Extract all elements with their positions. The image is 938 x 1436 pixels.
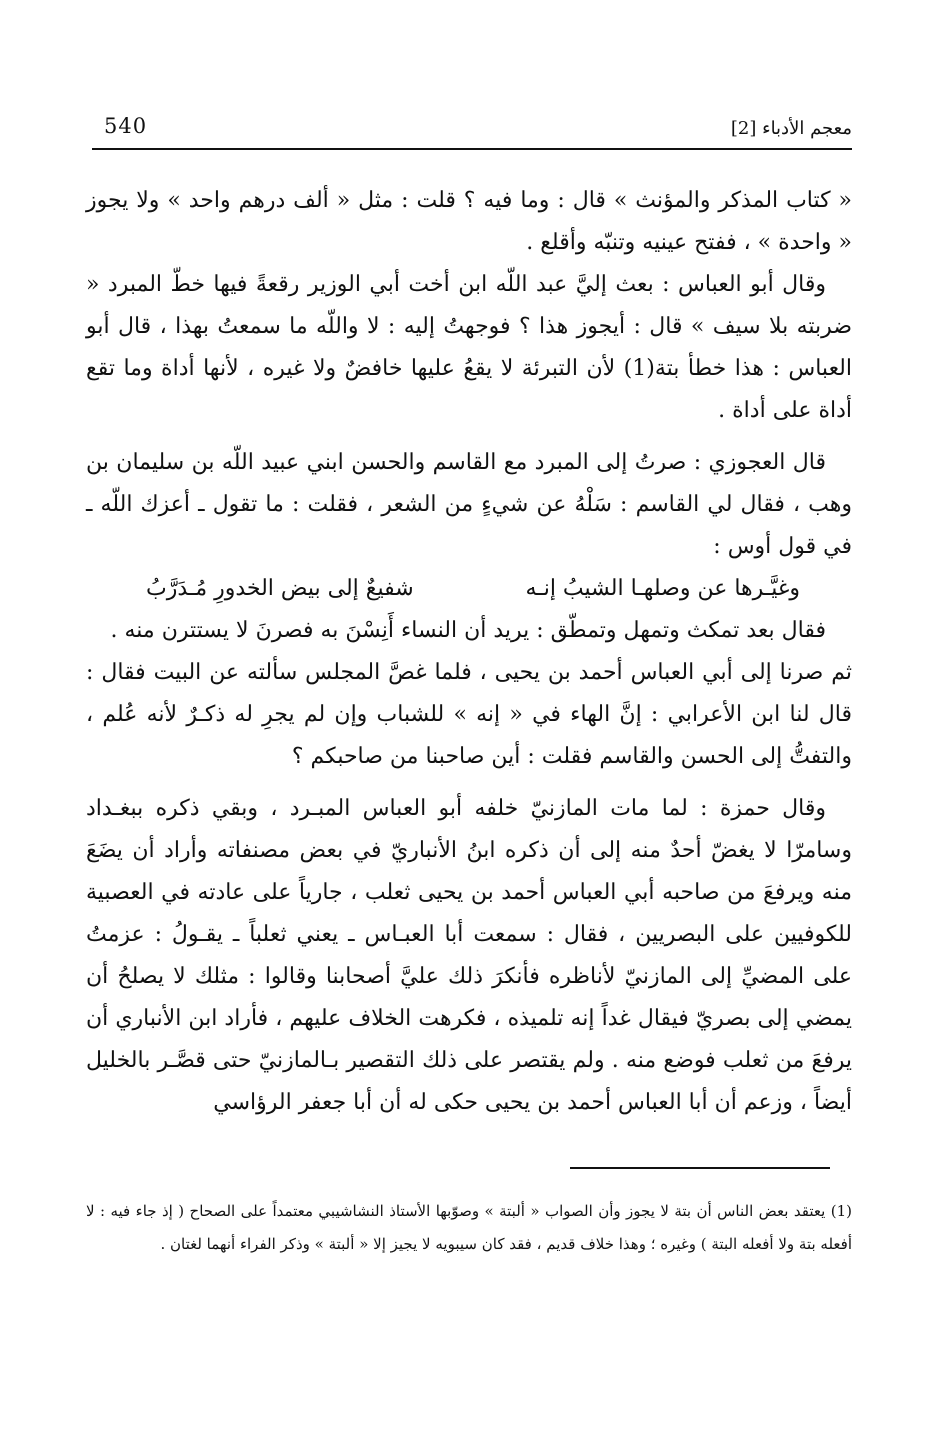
- page-number: 540: [104, 114, 148, 138]
- verse-hemistich-second: شفيعٌ إلى بيض الخدورِ مُـدَرَّبُ: [146, 576, 414, 601]
- paragraph: وقال أبو العباس : بعث إليَّ عبد اللّه ابن أخت أبي الوزير رقعةً فيها خطّ المبرد « ضربته بلا سيف » قال : أيجوز هذا ؟ فوجهتُ إليه : لا واللّه ما سمعتُ بهذا ، قال أبو العباس : هذا خطأ بتة(1) لأن التبرئة لا يقعُ عليها خافضٌ ولا غيره ، لأنها أداة وما تقع أداة على أداة .: [86, 272, 852, 423]
- paragraph: وقال حمزة : لما مات المازنيّ خلفه أبو العباس المبـرد ، وبقي ذكره ببغـداد وسامرّا لا يغضّ أحدٌ منه إلى أن ذكره ابنُ الأنباريّ في بعض مصنفاته وأراد أن يضَعَ منه ويرفعَ من صاحبه أبي العباس أحمد بن يحيى ثعلب ، جارياً على عادته في العصبية للكوفيين على البصريين ، فقال : سمعت أبا العبـاس ـ يعني ثعلباً ـ يقـولُ : عزمتُ على المضيِّ إلى المازنيّ لأناظره فأنكرَ ذلك عليَّ أصحابنا وقالوا : مثلك لا يصلحُ أن يمضي إلى بصريّ فيقال غداً إنه تلميذه ، فكرهت الخلاف عليهم ، فأراد ابن الأنباري أن يرفعَ من ثعلب فوضع منه . ولم يقتصر على ذلك التقصير بـالمازنيّ حتى قصَّـر بالخليل أيضاً ، وزعم أن أبا العباس أحمد بن يحيى حكى له أن أبا جعفر الرؤاسي: [86, 796, 852, 1115]
- paragraph: فقال بعد تمكث وتمهل وتمطّق : يريد أن النساء أَنِسْنَ به فصرنَ لا يستترن منه .: [110, 618, 826, 643]
- page-header: [92, 108, 852, 148]
- header-rule: [92, 148, 852, 150]
- footnote-separator: [570, 1167, 830, 1169]
- paragraph: قال العجوزي : صرتُ إلى المبرد مع القاسم والحسن ابني عبيد اللّه بن سليمان بن وهب ، فقال لي القاسم : سَلْهُ عن شيءٍ من الشعر ، فقلت : ما تقول ـ أعزك اللّه ـ في قول أوس :: [86, 450, 852, 559]
- paragraph: « كتاب المذكر والمؤنث » قال : وما فيه ؟ قلت : مثل « ألف درهم واحد » ولا يجوز « واحدة » ، ففتح عينيه وتنبّه وأقلع .: [86, 188, 852, 255]
- footnotes: [86, 1195, 852, 1261]
- verse-hemistich-first: وغيَّـرها عن وصلهـا الشيبُ إنـه: [525, 576, 800, 601]
- main-text: [86, 180, 852, 1124]
- poem-verse: [86, 568, 852, 610]
- footnote: (1) يعتقد بعض الناس أن بتة لا يجوز وأن الصواب « ألبتة » وصوّبها الأستاذ النشاشيبي معتمداً على الصحاح ( إذ جاء فيه : لا أفعله بتة ولا أفعله البتة ) وغيره ؛ وهذا خلاف قديم ، فقد كان سيبويه لا يجيز إلا « ألبتة » وذكر الفراء أنهما لغتان .: [86, 1202, 852, 1253]
- paragraph: ثم صرنا إلى أبي العباس أحمد بن يحيى ، فلما غصَّ المجلس سألته عن البيت فقال : قال لنا ابن الأعرابي : إنَّ الهاء في « إنه » للشباب وإن لم يجرِ له ذكـرٌ لأنه عُلم ، والتفتُّ إلى الحسن والقاسم فقلت : أين صاحبنا من صاحبكم ؟: [86, 660, 852, 769]
- running-title: معجم الأدباء [2]: [730, 118, 852, 139]
